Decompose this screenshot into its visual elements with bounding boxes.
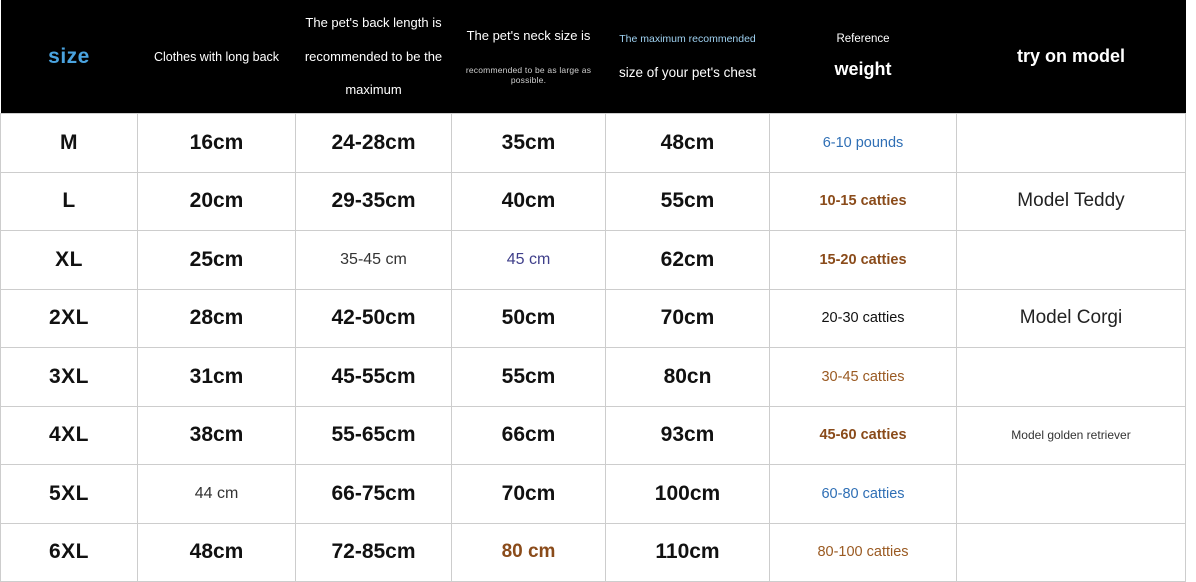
table-row — [1, 289, 1186, 348]
column-header-neck — [452, 0, 606, 114]
cell-neck: 66cm — [452, 406, 606, 465]
cell-long-back: 38cm — [138, 406, 296, 465]
cell-model: Model Teddy — [957, 172, 1186, 231]
table-header — [1, 0, 1186, 114]
cell-back-length: 29-35cm — [296, 172, 452, 231]
cell-size: L — [1, 172, 138, 231]
cell-model — [957, 523, 1186, 582]
column-header-size: size — [1, 0, 138, 114]
cell-back-length: 35-45 cm — [296, 231, 452, 290]
header-row — [1, 0, 1186, 114]
cell-weight: 60-80 catties — [770, 465, 957, 524]
cell-long-back: 44 cm — [138, 465, 296, 524]
cell-weight: 80-100 catties — [770, 523, 957, 582]
table-row — [1, 523, 1186, 582]
column-header-back-length — [296, 0, 452, 114]
cell-size: XL — [1, 231, 138, 290]
cell-weight: 15-20 catties — [770, 231, 957, 290]
cell-size: 6XL — [1, 523, 138, 582]
cell-chest: 70cm — [606, 289, 770, 348]
cell-back-length: 42-50cm — [296, 289, 452, 348]
column-header-weight-line2: weight — [834, 59, 892, 79]
cell-back-length: 66-75cm — [296, 465, 452, 524]
table-row — [1, 406, 1186, 465]
column-header-back-length-line2: recommended to be the maximum — [304, 48, 443, 98]
cell-neck: 45 cm — [452, 231, 606, 290]
cell-long-back: 20cm — [138, 172, 296, 231]
cell-size: M — [1, 114, 138, 173]
cell-size: 5XL — [1, 465, 138, 524]
cell-chest: 55cm — [606, 172, 770, 231]
cell-back-length: 55-65cm — [296, 406, 452, 465]
cell-neck: 35cm — [452, 114, 606, 173]
cell-model — [957, 348, 1186, 407]
cell-back-length: 24-28cm — [296, 114, 452, 173]
table-row — [1, 348, 1186, 407]
column-header-chest-line2: size of your pet's chest — [619, 65, 756, 80]
cell-size: 4XL — [1, 406, 138, 465]
cell-chest: 100cm — [606, 465, 770, 524]
cell-long-back: 31cm — [138, 348, 296, 407]
column-header-chest — [606, 0, 770, 114]
column-header-chest-line1: The maximum recommended — [619, 33, 756, 45]
cell-long-back: 28cm — [138, 289, 296, 348]
cell-size: 3XL — [1, 348, 138, 407]
cell-neck: 55cm — [452, 348, 606, 407]
cell-weight: 30-45 catties — [770, 348, 957, 407]
cell-weight: 10-15 catties — [770, 172, 957, 231]
cell-long-back: 16cm — [138, 114, 296, 173]
cell-neck: 50cm — [452, 289, 606, 348]
cell-size: 2XL — [1, 289, 138, 348]
cell-back-length: 72-85cm — [296, 523, 452, 582]
cell-model: Model golden retriever — [957, 406, 1186, 465]
column-header-long-back: Clothes with long back — [138, 0, 296, 114]
cell-model — [957, 114, 1186, 173]
table-body — [1, 114, 1186, 582]
column-header-neck-line2: recommended to be as large as possible. — [465, 65, 592, 85]
table-row — [1, 231, 1186, 290]
cell-neck: 70cm — [452, 465, 606, 524]
column-header-model: try on model — [957, 0, 1186, 114]
table-row — [1, 114, 1186, 173]
cell-chest: 62cm — [606, 231, 770, 290]
cell-chest: 80cn — [606, 348, 770, 407]
cell-neck: 80 cm — [452, 523, 606, 582]
cell-back-length: 45-55cm — [296, 348, 452, 407]
cell-chest: 110cm — [606, 523, 770, 582]
cell-neck: 40cm — [452, 172, 606, 231]
cell-weight: 45-60 catties — [770, 406, 957, 465]
cell-weight: 6-10 pounds — [770, 114, 957, 173]
column-header-neck-line1: The pet's neck size is — [466, 28, 591, 43]
column-header-back-length-line1: The pet's back length is — [305, 14, 442, 30]
column-header-weight — [770, 0, 957, 114]
cell-model — [957, 231, 1186, 290]
cell-model — [957, 465, 1186, 524]
cell-model: Model Corgi — [957, 289, 1186, 348]
column-header-weight-line1: Reference — [836, 33, 890, 45]
cell-chest: 93cm — [606, 406, 770, 465]
table-row — [1, 465, 1186, 524]
table-row — [1, 172, 1186, 231]
cell-long-back: 25cm — [138, 231, 296, 290]
cell-weight: 20-30 catties — [770, 289, 957, 348]
cell-chest: 48cm — [606, 114, 770, 173]
cell-long-back: 48cm — [138, 523, 296, 582]
